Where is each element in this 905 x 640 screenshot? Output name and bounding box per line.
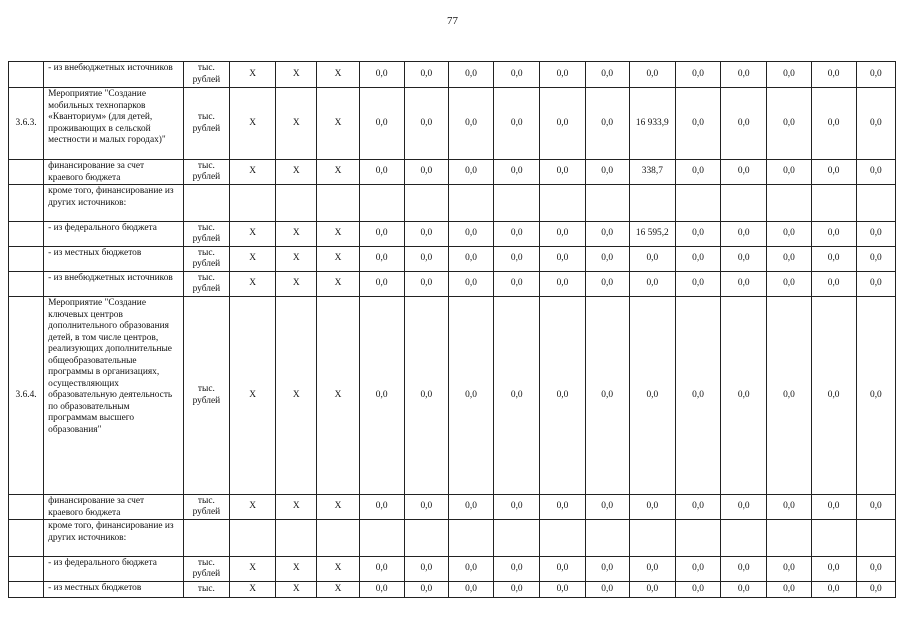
value-cell: X	[276, 582, 317, 598]
value-cell: 0,0	[448, 495, 493, 520]
value-cell: 16 595,2	[629, 222, 675, 247]
value-cell: 0,0	[675, 582, 720, 598]
value-cell	[317, 185, 359, 222]
value-cell: 0,0	[359, 247, 404, 272]
value-cell: 0,0	[585, 495, 629, 520]
value-cell: 0,0	[811, 495, 856, 520]
value-cell: 0,0	[721, 557, 767, 582]
table-row	[9, 495, 896, 520]
value-cell: 0,0	[540, 557, 585, 582]
value-cell: X	[317, 297, 359, 495]
value-cell: X	[276, 272, 317, 297]
value-cell: 0,0	[404, 62, 448, 88]
value-cell: 0,0	[359, 272, 404, 297]
value-cell: 0,0	[629, 247, 675, 272]
value-cell: 0,0	[494, 62, 540, 88]
value-cell: 0,0	[359, 88, 404, 160]
value-cell: 0,0	[856, 495, 895, 520]
value-cell: 0,0	[404, 88, 448, 160]
value-cell: 0,0	[767, 62, 811, 88]
value-cell: 0,0	[767, 582, 811, 598]
value-cell	[811, 520, 856, 557]
value-cell: 0,0	[448, 557, 493, 582]
row-name-cell: - из внебюджетных источников	[44, 62, 184, 88]
value-cell: 0,0	[359, 582, 404, 598]
table-row	[9, 582, 896, 598]
unit-cell: тыс.	[183, 582, 229, 598]
value-cell: 0,0	[540, 62, 585, 88]
row-number-cell	[9, 185, 44, 222]
value-cell: 0,0	[721, 222, 767, 247]
value-cell: 0,0	[404, 247, 448, 272]
value-cell: 0,0	[359, 297, 404, 495]
value-cell: 0,0	[585, 557, 629, 582]
value-cell: X	[276, 88, 317, 160]
value-cell: X	[229, 272, 275, 297]
unit-cell: тыс. рублей	[183, 62, 229, 88]
value-cell: 0,0	[629, 557, 675, 582]
value-cell: 0,0	[494, 222, 540, 247]
row-number-cell: 3.6.4.	[9, 297, 44, 495]
value-cell	[448, 520, 493, 557]
value-cell: 0,0	[767, 222, 811, 247]
row-name-cell: - из федерального бюджета	[44, 557, 184, 582]
value-cell: 0,0	[359, 222, 404, 247]
unit-cell: тыс. рублей	[183, 297, 229, 495]
value-cell: 0,0	[629, 272, 675, 297]
value-cell: 0,0	[494, 272, 540, 297]
row-name-cell: - из федерального бюджета	[44, 222, 184, 247]
value-cell: 0,0	[767, 557, 811, 582]
value-cell	[276, 185, 317, 222]
value-cell: 0,0	[448, 297, 493, 495]
value-cell	[540, 185, 585, 222]
value-cell	[721, 185, 767, 222]
value-cell: 0,0	[856, 160, 895, 185]
value-cell: 0,0	[540, 297, 585, 495]
value-cell: 0,0	[629, 495, 675, 520]
value-cell: X	[276, 247, 317, 272]
value-cell: 0,0	[494, 247, 540, 272]
value-cell: 0,0	[494, 88, 540, 160]
unit-cell: тыс. рублей	[183, 272, 229, 297]
value-cell	[811, 185, 856, 222]
value-cell: 0,0	[540, 247, 585, 272]
row-name-cell: - из местных бюджетов	[44, 247, 184, 272]
value-cell: X	[276, 222, 317, 247]
value-cell	[276, 520, 317, 557]
table-row	[9, 88, 896, 160]
value-cell: X	[229, 247, 275, 272]
value-cell	[494, 185, 540, 222]
value-cell	[856, 185, 895, 222]
row-number-cell	[9, 222, 44, 247]
value-cell: X	[317, 272, 359, 297]
value-cell: 0,0	[856, 222, 895, 247]
value-cell: X	[229, 160, 275, 185]
row-number-cell: 3.6.3.	[9, 88, 44, 160]
value-cell: 0,0	[675, 222, 720, 247]
value-cell: X	[276, 495, 317, 520]
value-cell: X	[317, 88, 359, 160]
value-cell: 0,0	[721, 495, 767, 520]
page-number: 77	[447, 15, 458, 27]
value-cell: X	[317, 557, 359, 582]
value-cell	[317, 520, 359, 557]
value-cell: 0,0	[811, 160, 856, 185]
value-cell: 0,0	[540, 88, 585, 160]
value-cell	[494, 520, 540, 557]
value-cell: 0,0	[494, 297, 540, 495]
value-cell: 0,0	[856, 297, 895, 495]
value-cell: X	[317, 247, 359, 272]
value-cell: 0,0	[721, 160, 767, 185]
row-number-cell	[9, 582, 44, 598]
value-cell: 0,0	[359, 495, 404, 520]
table-row	[9, 62, 896, 88]
value-cell: 0,0	[811, 247, 856, 272]
value-cell	[767, 185, 811, 222]
value-cell: 0,0	[675, 297, 720, 495]
value-cell: 0,0	[448, 222, 493, 247]
value-cell: X	[276, 62, 317, 88]
value-cell: X	[229, 222, 275, 247]
value-cell: 0,0	[448, 160, 493, 185]
value-cell: X	[229, 582, 275, 598]
row-number-cell	[9, 247, 44, 272]
value-cell: 0,0	[721, 62, 767, 88]
value-cell: 0,0	[585, 222, 629, 247]
value-cell	[540, 520, 585, 557]
value-cell	[721, 520, 767, 557]
value-cell: X	[229, 495, 275, 520]
row-number-cell	[9, 557, 44, 582]
value-cell: 0,0	[585, 272, 629, 297]
value-cell: 0,0	[721, 297, 767, 495]
value-cell: 0,0	[811, 582, 856, 598]
value-cell: 0,0	[811, 557, 856, 582]
value-cell: 0,0	[404, 160, 448, 185]
value-cell: 0,0	[675, 160, 720, 185]
row-number-cell	[9, 62, 44, 88]
value-cell: 0,0	[811, 222, 856, 247]
row-name-cell: финансирование за счет краевого бюджета	[44, 495, 184, 520]
value-cell: 0,0	[767, 297, 811, 495]
value-cell: 0,0	[856, 62, 895, 88]
value-cell: 0,0	[721, 247, 767, 272]
value-cell: 0,0	[540, 582, 585, 598]
value-cell: 0,0	[675, 247, 720, 272]
value-cell: 0,0	[629, 297, 675, 495]
value-cell: 0,0	[540, 160, 585, 185]
value-cell: 0,0	[811, 297, 856, 495]
value-cell: X	[229, 297, 275, 495]
unit-cell: тыс. рублей	[183, 557, 229, 582]
unit-cell: тыс. рублей	[183, 495, 229, 520]
value-cell: 0,0	[585, 247, 629, 272]
value-cell: 0,0	[404, 297, 448, 495]
table-row	[9, 185, 896, 222]
value-cell: 0,0	[494, 582, 540, 598]
value-cell: 0,0	[585, 582, 629, 598]
value-cell	[404, 520, 448, 557]
row-name-cell: - из местных бюджетов	[44, 582, 184, 598]
row-name-cell: - из внебюджетных источников	[44, 272, 184, 297]
value-cell: 0,0	[856, 557, 895, 582]
value-cell: 0,0	[404, 582, 448, 598]
value-cell: X	[317, 222, 359, 247]
value-cell: 0,0	[359, 557, 404, 582]
value-cell: 0,0	[811, 62, 856, 88]
value-cell: 0,0	[856, 582, 895, 598]
budget-table	[8, 61, 896, 598]
value-cell	[856, 520, 895, 557]
value-cell	[229, 520, 275, 557]
value-cell	[629, 185, 675, 222]
value-cell: 0,0	[494, 557, 540, 582]
value-cell: 0,0	[494, 160, 540, 185]
unit-cell: тыс. рублей	[183, 247, 229, 272]
value-cell: 0,0	[404, 222, 448, 247]
value-cell: X	[317, 62, 359, 88]
value-cell: 0,0	[494, 495, 540, 520]
value-cell: 0,0	[767, 160, 811, 185]
value-cell	[767, 520, 811, 557]
row-number-cell	[9, 495, 44, 520]
value-cell: 0,0	[675, 495, 720, 520]
value-cell	[675, 520, 720, 557]
value-cell: 0,0	[721, 88, 767, 160]
value-cell: 0,0	[721, 582, 767, 598]
value-cell: 0,0	[675, 272, 720, 297]
value-cell: 0,0	[448, 62, 493, 88]
value-cell: 0,0	[540, 495, 585, 520]
value-cell: 0,0	[448, 88, 493, 160]
unit-cell: тыс. рублей	[183, 88, 229, 160]
value-cell	[675, 185, 720, 222]
value-cell	[585, 185, 629, 222]
value-cell: X	[317, 582, 359, 598]
value-cell: X	[317, 495, 359, 520]
value-cell	[629, 520, 675, 557]
value-cell	[229, 185, 275, 222]
value-cell: X	[276, 160, 317, 185]
value-cell: X	[229, 62, 275, 88]
unit-cell: тыс. рублей	[183, 160, 229, 185]
value-cell: 0,0	[811, 88, 856, 160]
value-cell: 0,0	[404, 272, 448, 297]
value-cell: 0,0	[448, 247, 493, 272]
row-name-cell: кроме того, финансирование из других источников:	[44, 520, 184, 557]
value-cell: X	[276, 557, 317, 582]
value-cell: 0,0	[585, 297, 629, 495]
value-cell: 0,0	[856, 88, 895, 160]
value-cell: 0,0	[767, 247, 811, 272]
value-cell: X	[229, 557, 275, 582]
value-cell: 0,0	[629, 62, 675, 88]
value-cell: X	[229, 88, 275, 160]
table-row	[9, 272, 896, 297]
unit-cell	[183, 520, 229, 557]
table-row	[9, 557, 896, 582]
value-cell: 0,0	[767, 495, 811, 520]
value-cell: X	[276, 297, 317, 495]
value-cell: 0,0	[767, 88, 811, 160]
value-cell: 0,0	[811, 272, 856, 297]
value-cell: 0,0	[359, 62, 404, 88]
row-name-cell: финансирование за счет краевого бюджета	[44, 160, 184, 185]
value-cell: 0,0	[585, 62, 629, 88]
value-cell: 0,0	[448, 272, 493, 297]
unit-cell: тыс. рублей	[183, 222, 229, 247]
value-cell: 16 933,9	[629, 88, 675, 160]
row-number-cell	[9, 160, 44, 185]
value-cell: 0,0	[675, 88, 720, 160]
value-cell: 0,0	[404, 557, 448, 582]
value-cell: 0,0	[448, 582, 493, 598]
value-cell	[359, 520, 404, 557]
value-cell: 0,0	[767, 272, 811, 297]
row-name-cell: Мероприятие "Создание ключевых центров дополнительного образования детей, в том числе центров, реализующих дополнительные общеобразовательные программы в организациях, осуществляющих образовательную деятельность по образовательным программам высшего образования"	[44, 297, 184, 495]
value-cell: 0,0	[856, 247, 895, 272]
table-row	[9, 222, 896, 247]
value-cell: 0,0	[585, 88, 629, 160]
value-cell: 0,0	[721, 272, 767, 297]
unit-cell	[183, 185, 229, 222]
table-row	[9, 520, 896, 557]
table-row	[9, 247, 896, 272]
value-cell: 0,0	[629, 582, 675, 598]
value-cell: 338,7	[629, 160, 675, 185]
value-cell: 0,0	[404, 495, 448, 520]
value-cell: 0,0	[675, 557, 720, 582]
value-cell: 0,0	[675, 62, 720, 88]
value-cell: X	[317, 160, 359, 185]
row-name-cell: кроме того, финансирование из других источников:	[44, 185, 184, 222]
value-cell: 0,0	[540, 272, 585, 297]
value-cell: 0,0	[585, 160, 629, 185]
row-name-cell: Мероприятие "Создание мобильных технопарков «Кванториум» (для детей, проживающих в сельской местности и малых городах)"	[44, 88, 184, 160]
value-cell	[404, 185, 448, 222]
table-row	[9, 160, 896, 185]
value-cell: 0,0	[856, 272, 895, 297]
row-number-cell	[9, 520, 44, 557]
value-cell	[359, 185, 404, 222]
table-row	[9, 297, 896, 495]
row-number-cell	[9, 272, 44, 297]
value-cell: 0,0	[359, 160, 404, 185]
value-cell	[448, 185, 493, 222]
value-cell	[585, 520, 629, 557]
value-cell: 0,0	[540, 222, 585, 247]
